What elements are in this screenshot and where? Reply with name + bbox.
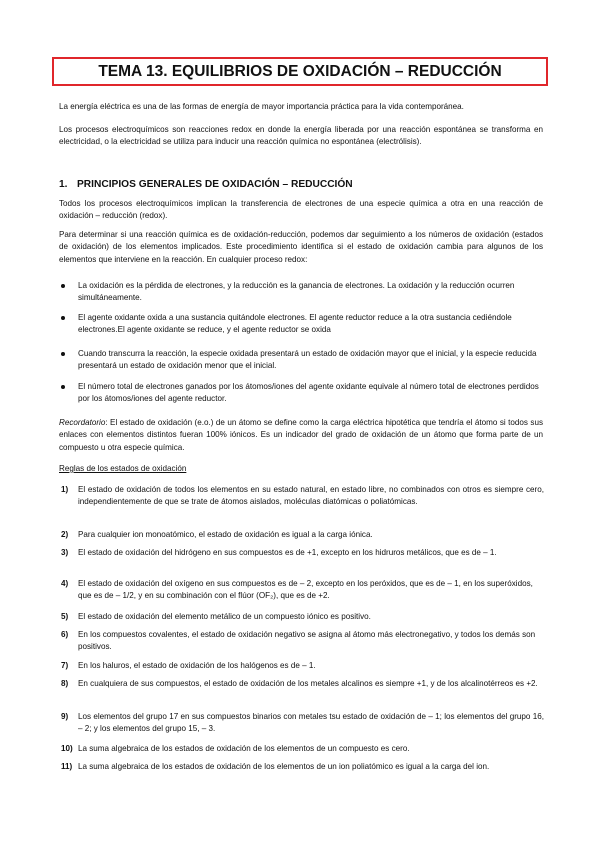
list-item-text: Cuando transcurra la reacción, la especie oxidada presentará un estado de oxidación mayor que el inicial, y la especie reducida presentará un estado de oxidación menor que el inicial. — [78, 349, 537, 371]
rule-number: 10) — [61, 744, 73, 753]
rule-text: Los elementos del grupo 17 en sus compuestos binarios con metales tsu estado de oxidación de – 1; los elementos del grupo 16, – 2; y los elementos del grupo 15, – 3. — [78, 712, 544, 734]
rule-text: En los compuestos covalentes, el estado de oxidación negativo se asigna al átomo más electronegativo, y todos los demás son positivos. — [78, 630, 536, 652]
rule-text: El estado de oxidación del hidrógeno en sus compuestos es de +1, excepto en los hidruros metálicos, que es de – 1. — [78, 548, 497, 557]
rule-text: La suma algebraica de los estados de oxidación de los elementos de un compuesto es cero. — [78, 744, 410, 753]
rule-number: 2) — [61, 530, 69, 539]
rule-number: 6) — [61, 630, 69, 639]
section-paragraph-1: Todos los procesos electroquímicos implican la transferencia de electrones de una especie química a otra en una reacción de oxidación – reducción (redox). — [59, 199, 543, 221]
bullet-icon — [61, 385, 65, 389]
rule-text: Para cualquier ion monoatómico, el estado de oxidación es igual a la carga iónica. — [78, 530, 373, 539]
rule-number: 7) — [61, 661, 69, 670]
list-item-text: La oxidación es la pérdida de electrones, y la reducción es la ganancia de electrones. La oxidación y la reducción ocurren simultáneamente. — [78, 281, 515, 303]
section-paragraph-2: Para determinar si una reacción química es de oxidación-reducción, podemos dar seguimiento a los números de oxidación (estados de oxidación) de los elementos implicados. Este procedimiento identifica si el estado de oxidación cambia para algunos de los elementos que interviene en la reacción. En cualquier proceso redox: — [59, 230, 543, 264]
rule-number: 4) — [61, 579, 69, 588]
rule-text: El estado de oxidación del elemento metálico de un compuesto iónico es positivo. — [78, 612, 371, 621]
bullet-icon — [61, 352, 65, 356]
list-item-text: El agente oxidante oxida a una sustancia quitándole electrones. El agente reductor reduce a la otra sustancia cediéndole electrones.El agente oxidante se reduce, y el agente reductor se oxida — [78, 313, 512, 335]
bullet-icon — [61, 284, 65, 288]
rule-number: 9) — [61, 712, 69, 721]
rule-number: 3) — [61, 548, 69, 557]
reminder-label: Recordatorio — [59, 418, 106, 427]
intro-paragraph-2: Los procesos electroquímicos son reacciones redox en donde la energía liberada por una reacción espontánea se transforma en electricidad, o la electricidad se utiliza para inducir una reacción química no espontánea (electrólisis). — [59, 125, 543, 147]
intro-paragraph-1: La energía eléctrica es una de las formas de energía de mayor importancia práctica para la vida contemporánea. — [59, 102, 464, 111]
section-title: PRINCIPIOS GENERALES DE OXIDACIÓN – REDUCCIÓN — [77, 179, 353, 190]
rule-text: En los haluros, el estado de oxidación de los halógenos es de – 1. — [78, 661, 316, 670]
rule-text: En cualquiera de sus compuestos, el estado de oxidación de los metales alcalinos es siempre +1, y de los alcalinotérreos es +2. — [78, 679, 538, 688]
rule-text: El estado de oxidación de todos los elementos en su estado natural, en estado libre, no combinados con otros es siempre cero, independientemente de que se trate de átomos aislados, moléculas diatómicas o poliatómicas. — [78, 485, 544, 507]
reminder-text: : El estado de oxidación (e.o.) de un átomo se define como la carga eléctrica hipotética que tendría el átomo si todos sus enlaces con elementos distintos fueran 100% iónicos. Es un indicador del grado de oxidación de un átomo que forma parte de un compuesto u otra especie química. — [59, 418, 543, 452]
list-item-text: El número total de electrones ganados por los átomos/iones del agente oxidante equivale al número total de electrones perdidos por los átomos/iones del agente reductor. — [78, 382, 539, 404]
section-heading — [59, 178, 353, 191]
rule-number: 1) — [61, 485, 69, 494]
page-title: TEMA 13. EQUILIBRIOS DE OXIDACIÓN – REDUCCIÓN — [98, 62, 502, 80]
rule-number: 8) — [61, 679, 69, 688]
rule-text: El estado de oxidación del oxígeno en sus compuestos es de – 2, excepto en los peróxidos, que es de – 1, en los superóxidos, que es de – 1/2, y en su combinación con el flúor (OF₂), que es de +2. — [78, 579, 533, 601]
rule-number: 11) — [61, 762, 73, 771]
title-box — [52, 57, 548, 86]
rule-text: La suma algebraica de los estados de oxidación de los elementos de un ion poliatómico es igual a la carga del ion. — [78, 762, 490, 771]
section-number: 1. — [59, 179, 68, 190]
rules-heading: Reglas de los estados de oxidación — [59, 464, 187, 473]
rule-number: 5) — [61, 612, 69, 621]
reminder-paragraph — [59, 417, 543, 454]
bullet-icon — [61, 316, 65, 320]
